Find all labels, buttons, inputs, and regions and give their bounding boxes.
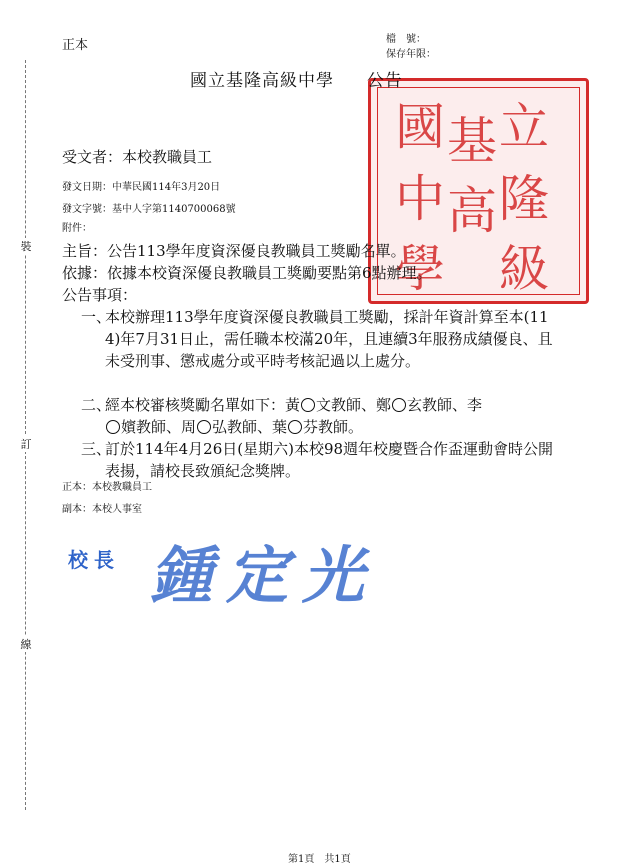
seal-char: 隆 xyxy=(499,170,549,228)
item-number: 二、 xyxy=(81,396,112,414)
doc-title xyxy=(190,66,403,91)
page-number: 第1頁 共1頁 xyxy=(288,854,351,865)
name-mask-circle xyxy=(106,420,120,434)
issue-date: 發文日期：中華民國114年3月20日 xyxy=(62,182,221,193)
binding-fold-line xyxy=(25,60,26,810)
seal-char: 學 xyxy=(395,240,445,298)
doc-type: 公告 xyxy=(366,71,403,91)
name-mask-circle xyxy=(392,398,406,412)
recipient: 受文者：本校教職員工 xyxy=(62,148,213,166)
announcement-item xyxy=(81,438,561,482)
subject: 主旨：公告113學年度資深優良教職員工獎勵名單。 xyxy=(62,242,406,260)
seal-char: 基 xyxy=(447,112,497,170)
item-text: 本校辦理113學年度資深優良教職員工獎勵，採計年資計算至本(114)年7月31日止，需任職本校滿20年，且連續3年服務成績優良、且未受刑事、懲戒處分或平時考核記過以上處分。 xyxy=(105,308,553,370)
name-mask-circle xyxy=(301,398,315,412)
principal-title: 校長 xyxy=(68,548,120,572)
retention-label: 保存年限： xyxy=(386,49,436,60)
distribution-main: 正本：本校教職員工 xyxy=(62,482,152,493)
file-no-label: 檔 號： xyxy=(386,34,426,45)
fold-mark-bind: 裝 xyxy=(20,240,32,253)
name-mask-circle xyxy=(288,420,302,434)
items-label: 公告事項： xyxy=(62,286,138,304)
item-text: 訂於114年4月26日(星期六)本校98週年校慶暨合作盃運動會時公開表揚，請校長致頒紀念獎牌。 xyxy=(105,440,554,480)
fold-mark-staple: 訂 xyxy=(20,438,32,451)
attachment: 附件： xyxy=(62,223,92,234)
name-mask-circle xyxy=(197,420,211,434)
seal-char: 高 xyxy=(447,182,497,240)
ref-number: 發文字號：基中人字第1140700068號 xyxy=(62,204,236,215)
distribution-copy: 副本：本校人事室 xyxy=(62,504,142,515)
copy-type: 正本 xyxy=(62,38,89,53)
fold-mark-line: 線 xyxy=(20,638,32,651)
item-number: 三、 xyxy=(81,440,112,458)
item-text: 經本校審核獎勵名單如下：黃 文教師、鄭 玄教師、李 嬪教師、周 弘教師、葉 芬教師。 xyxy=(105,396,483,436)
seal-char: 級 xyxy=(499,240,549,298)
principal-signature-stamp: 鍾定光 xyxy=(150,539,379,612)
org-name: 國立基隆高級中學 xyxy=(190,71,334,91)
basis: 依據：依據本校資深優良教職員工獎勵要點第6點辦理。 xyxy=(62,264,432,282)
seal-char: 立 xyxy=(499,98,549,156)
announcement-item xyxy=(81,394,561,438)
item-number: 一、 xyxy=(81,308,112,326)
seal-char: 國 xyxy=(395,98,445,156)
seal-char: 中 xyxy=(395,170,445,228)
announcement-item xyxy=(81,306,561,372)
